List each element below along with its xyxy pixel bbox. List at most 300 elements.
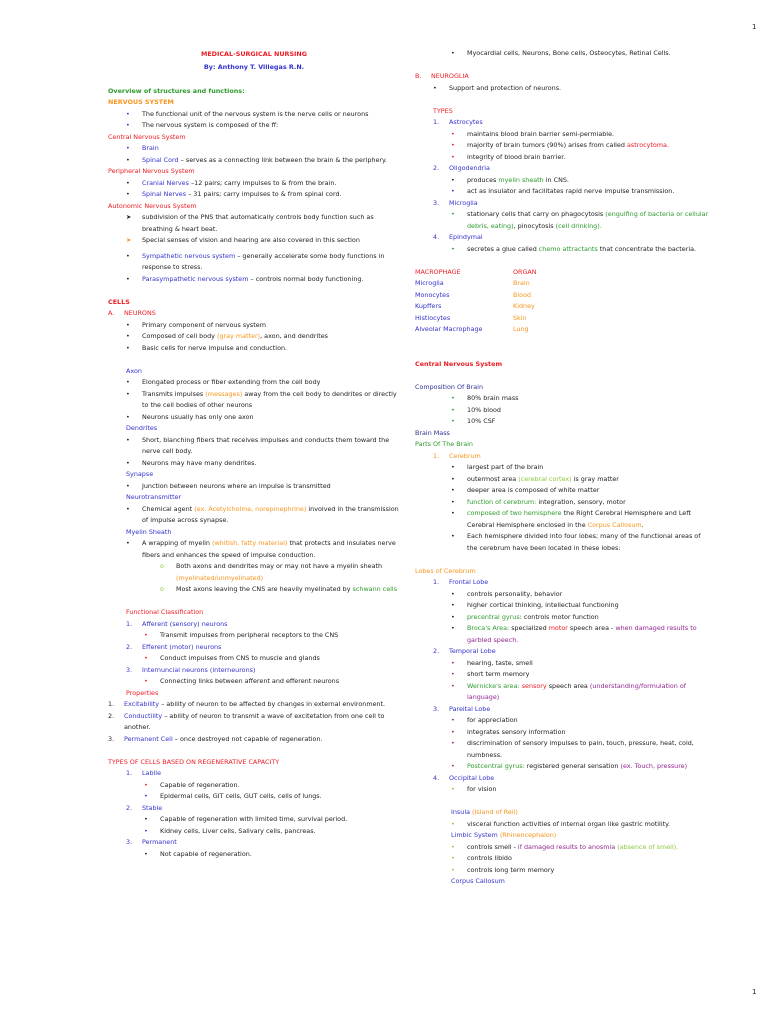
list-item bbox=[108, 768, 400, 780]
text-segment: Conduct impulses from CNS to muscle and glands bbox=[160, 654, 320, 662]
text-segment: Functional Classification bbox=[126, 608, 204, 616]
text-segment: chemo attractants bbox=[538, 244, 598, 253]
list-item bbox=[415, 117, 711, 129]
subheading bbox=[108, 132, 400, 144]
list-item bbox=[108, 343, 400, 355]
blank-line bbox=[415, 347, 711, 359]
list-number: 2. bbox=[126, 803, 133, 812]
text-segment: stationary cells that carry on phagocytosis bbox=[467, 210, 606, 218]
list-item bbox=[108, 814, 400, 826]
list-item bbox=[415, 658, 711, 670]
bullet-icon: • bbox=[451, 152, 455, 161]
bullet-icon: • bbox=[144, 849, 148, 858]
text-segment: Composition Of Brain bbox=[415, 382, 484, 391]
text-segment: if damaged results to anosmia bbox=[517, 842, 616, 851]
bullet-icon: • bbox=[126, 539, 130, 547]
subheading bbox=[415, 439, 711, 451]
bullet-icon: • bbox=[126, 378, 130, 386]
text-segment: Myelin Sheath bbox=[126, 527, 172, 536]
list-item bbox=[108, 803, 400, 815]
blank-line bbox=[415, 554, 711, 566]
subheading bbox=[108, 492, 400, 504]
list-item bbox=[415, 681, 711, 704]
circle-bullet-icon: o bbox=[160, 562, 164, 570]
text-segment: Peripheral Nervous System bbox=[108, 167, 195, 175]
text-segment: –12 pairs; carry impulses to & from the brain. bbox=[188, 178, 337, 187]
text-segment: Chemical agent bbox=[142, 504, 195, 513]
arrow-bullet-icon: ➤ bbox=[126, 236, 132, 244]
left-column bbox=[108, 48, 400, 860]
bullet-icon: • bbox=[451, 716, 455, 724]
table-header-row bbox=[415, 267, 611, 279]
subheading bbox=[108, 201, 400, 213]
list-number: 1. bbox=[126, 769, 133, 777]
bullet-icon: • bbox=[126, 274, 130, 283]
list-item bbox=[108, 837, 400, 849]
text-segment: majority of brain tumors (90%) arises from called bbox=[467, 141, 627, 149]
list-item bbox=[415, 669, 711, 681]
bullet-icon: • bbox=[126, 435, 130, 444]
page-number-bottom: 1 bbox=[752, 988, 757, 996]
text-segment: Neurons may have many dendrites. bbox=[142, 458, 257, 467]
list-item bbox=[415, 577, 711, 589]
macrophage-cell: Monocytes bbox=[415, 290, 450, 299]
text-segment: Support and protection of neurons. bbox=[449, 83, 562, 92]
list-number: 1. bbox=[108, 700, 115, 708]
list-item bbox=[108, 711, 400, 734]
list-item bbox=[415, 497, 711, 509]
text-segment: registered general sensation bbox=[524, 762, 621, 770]
list-item bbox=[108, 481, 400, 493]
text-segment: astrocytoma. bbox=[626, 141, 669, 149]
list-item bbox=[415, 646, 711, 658]
list-item bbox=[415, 738, 711, 761]
text-segment: Occipital Lobe bbox=[449, 773, 495, 782]
text-segment: Primary component of nervous system bbox=[142, 320, 266, 329]
text-segment: , axon, and dendrites bbox=[260, 332, 329, 340]
blank-line bbox=[108, 74, 400, 86]
subheading bbox=[415, 106, 711, 118]
text-segment: (messages) bbox=[205, 389, 243, 398]
text-segment: Oligodendria bbox=[449, 164, 490, 172]
list-item bbox=[108, 665, 400, 677]
list-number: 2. bbox=[108, 711, 115, 720]
table-row bbox=[415, 324, 611, 336]
text-segment: function of cerebrum: bbox=[467, 497, 537, 506]
text-segment: speech area bbox=[546, 681, 590, 690]
text-segment: away from the cell body to dendrites or directly to the cell bodies of other neurons bbox=[142, 389, 397, 409]
list-number: 4. bbox=[433, 773, 440, 782]
text-segment: Epindymal bbox=[449, 233, 483, 241]
document-title bbox=[108, 61, 400, 74]
text-segment: Spinal Cord bbox=[142, 155, 179, 164]
text-segment: – once destroyed not capable of regeneration. bbox=[172, 734, 323, 743]
text-segment: Frontal Lobe bbox=[449, 578, 489, 586]
text-segment: By: Anthony T. Villegas R.N. bbox=[203, 63, 305, 71]
bullet-icon: • bbox=[144, 677, 148, 685]
organ-cell: Skin bbox=[513, 313, 527, 322]
text-segment: sensory bbox=[521, 681, 547, 690]
text-segment: composed of two hemisphere bbox=[467, 509, 562, 517]
document-title bbox=[108, 48, 400, 61]
text-segment: , pinocytosis bbox=[513, 221, 556, 230]
text-segment: outermost area bbox=[467, 474, 519, 483]
text-segment: (ex. Touch, pressure) bbox=[620, 762, 688, 770]
text-segment: largest part of the brain bbox=[467, 463, 544, 471]
text-segment: Cranial Nerves bbox=[142, 178, 189, 187]
list-item bbox=[108, 178, 400, 190]
text-segment: integration, sensory, motor bbox=[536, 497, 626, 506]
text-segment: NEURONS bbox=[124, 309, 156, 317]
subheading bbox=[415, 382, 711, 394]
bullet-icon: • bbox=[451, 497, 455, 506]
text-segment: Corpus Callosum bbox=[451, 877, 505, 885]
text-segment: Transmit impulses from peripheral receptors to the CNS bbox=[160, 631, 339, 639]
bullet-icon: • bbox=[451, 670, 455, 678]
text-segment: – ability of neuron to be affected by changes in external environment. bbox=[159, 700, 386, 708]
blank-line bbox=[415, 255, 711, 267]
text-segment: act as insulator and facilitates rapid nerve impulse transmission. bbox=[467, 187, 675, 195]
text-segment: (myelinated/unmyelinated) bbox=[176, 573, 264, 582]
text-segment: controls personality, behavior bbox=[467, 589, 563, 598]
bullet-icon: • bbox=[126, 144, 130, 152]
text-segment: higher cortical thinking, intellectual functioning bbox=[467, 601, 619, 609]
text-segment: Conductility bbox=[124, 711, 163, 720]
text-segment: Short, blanching fibers that receives impulses and conducts them toward the nerve cell body. bbox=[142, 435, 390, 455]
text-segment: – serves as a connecting link between the brain & the periphery. bbox=[178, 155, 387, 164]
text-segment: Sympathetic nervous system bbox=[142, 251, 236, 260]
bullet-icon: • bbox=[126, 109, 130, 118]
text-segment: (ex. Acetylcholine, norepinephrine) bbox=[194, 504, 307, 513]
text-segment: Basic cells for nerve impulse and conduction. bbox=[142, 343, 288, 352]
list-item bbox=[415, 865, 711, 877]
bullet-icon: • bbox=[451, 175, 455, 184]
list-number: A. bbox=[108, 309, 115, 317]
subheading bbox=[108, 607, 400, 619]
text-segment: deeper area is composed of white matter bbox=[467, 486, 600, 494]
organ-cell: Lung bbox=[513, 325, 529, 333]
arrow-bullet-icon: ➤ bbox=[126, 213, 132, 221]
bullet-icon: • bbox=[451, 785, 455, 793]
table-row bbox=[415, 290, 611, 302]
list-item bbox=[415, 853, 711, 865]
list-number: 3. bbox=[126, 838, 133, 846]
text-segment: precentral gyrus bbox=[467, 612, 520, 621]
section-heading bbox=[108, 86, 400, 98]
list-item bbox=[108, 538, 400, 561]
list-number: 3. bbox=[108, 734, 115, 743]
text-segment: that protects and insulates nerve fibers and enhances the speed of impulse conduction. bbox=[142, 539, 396, 559]
list-number: 3. bbox=[433, 198, 440, 207]
text-segment: Parasympathetic nervous system bbox=[142, 274, 249, 283]
list-item bbox=[108, 274, 400, 286]
bullet-icon: • bbox=[451, 509, 455, 517]
list-number: 2. bbox=[126, 642, 133, 651]
text-segment: Astrocytes bbox=[449, 118, 483, 126]
bullet-icon: • bbox=[126, 155, 130, 164]
text-segment: Capable of regeneration. bbox=[160, 780, 240, 789]
bullet-icon: • bbox=[433, 83, 437, 92]
bullet-icon: • bbox=[126, 412, 130, 421]
list-item bbox=[415, 451, 711, 463]
list-item bbox=[415, 784, 711, 796]
text-segment: 10% blood bbox=[467, 405, 501, 414]
text-segment: Epidermal cells, GIT cells, GUT cells, cells of lungs. bbox=[160, 792, 322, 800]
text-segment: – ability of neuron to transmit a wave of excitetation from one cell to another. bbox=[124, 711, 385, 731]
text-segment: schwann cells bbox=[352, 585, 398, 593]
text-segment: MEDICAL-SURGICAL NURSING bbox=[200, 50, 308, 58]
text-segment: Dendrites bbox=[126, 424, 158, 432]
list-number: 1. bbox=[433, 118, 440, 126]
text-segment: Permanent bbox=[142, 838, 177, 846]
text-segment: The functional unit of the nervous system is the nerve cells or neurons bbox=[142, 109, 369, 118]
text-segment: Autonomic Nervous System bbox=[108, 201, 197, 210]
blank-line bbox=[415, 370, 711, 382]
section-heading bbox=[108, 97, 400, 109]
text-segment: myelin sheath bbox=[498, 175, 544, 184]
text-segment: Properties bbox=[126, 688, 159, 697]
list-item bbox=[108, 458, 400, 470]
text-segment: involved in the transmission of impulse across synapse. bbox=[142, 504, 399, 524]
text-segment: Microglia bbox=[449, 198, 478, 207]
list-item bbox=[415, 71, 711, 83]
text-segment: Axon bbox=[126, 366, 142, 375]
list-number: B. bbox=[415, 72, 422, 80]
text-segment: controls long term memory bbox=[467, 865, 555, 874]
list-item bbox=[415, 129, 711, 141]
text-segment: NERVOUS SYSTEM bbox=[108, 98, 174, 106]
text-segment: Neurotransmitter bbox=[126, 493, 182, 501]
text-segment: Postcentral gyrus: bbox=[467, 762, 525, 770]
bullet-icon: • bbox=[451, 210, 455, 218]
text-segment: 10% CSF bbox=[467, 417, 496, 425]
list-item bbox=[108, 561, 400, 584]
bullet-icon: • bbox=[451, 854, 455, 862]
bullet-icon: • bbox=[126, 343, 130, 352]
bullet-icon: • bbox=[451, 865, 455, 874]
text-segment: Permanent Cell bbox=[124, 734, 173, 743]
blank-line bbox=[108, 745, 400, 757]
list-item bbox=[415, 623, 711, 646]
list-item bbox=[415, 727, 711, 739]
blank-line bbox=[108, 596, 400, 608]
text-segment: short term memory bbox=[467, 670, 530, 678]
list-item bbox=[108, 308, 400, 320]
text-segment: that concentrate the bacteria. bbox=[597, 244, 697, 253]
text-segment: Cerebrum bbox=[449, 451, 481, 460]
list-item bbox=[415, 405, 711, 417]
text-segment: (gray matter) bbox=[216, 332, 261, 340]
list-item bbox=[108, 791, 400, 803]
text-segment: Synapse bbox=[126, 470, 154, 478]
list-item bbox=[108, 642, 400, 654]
list-item bbox=[108, 849, 400, 861]
text-segment: – 31 pairs; carry impulses to & from spinal cord. bbox=[186, 190, 342, 198]
subheading bbox=[108, 469, 400, 481]
text-segment: CELLS bbox=[108, 297, 130, 306]
list-item bbox=[108, 584, 400, 596]
macrophage-cell: Kupffers bbox=[415, 302, 442, 310]
text-segment: is gray matter bbox=[571, 474, 619, 483]
text-segment: Limbic System bbox=[451, 831, 500, 839]
text-segment: Myocardial cells, Neurons, Bone cells, Osteocytes, Retinal Cells. bbox=[467, 49, 671, 57]
list-number: 3. bbox=[126, 665, 133, 674]
text-segment: the Right Cerebral Hemisphere and Left Cerebral Hemisphere enclosed in the bbox=[467, 509, 691, 529]
list-number: 2. bbox=[433, 164, 440, 172]
text-segment: Pareital Lobe bbox=[449, 704, 491, 713]
bullet-icon: • bbox=[126, 389, 130, 398]
bullet-icon: • bbox=[451, 474, 455, 483]
text-segment: Composed of cell body bbox=[142, 332, 217, 340]
text-segment: integrity of blood brain barrier. bbox=[467, 152, 566, 161]
text-segment: Brain bbox=[142, 144, 159, 152]
blank-line bbox=[108, 285, 400, 297]
text-segment: Each hemisphere divided into four lobes; many of the functional areas of the cerebrum have been located in these lobes: bbox=[467, 532, 701, 552]
list-item bbox=[108, 235, 400, 247]
macrophage-table bbox=[415, 267, 611, 336]
text-segment: Corpus Callosum bbox=[587, 520, 642, 529]
subheading bbox=[415, 876, 711, 888]
list-item bbox=[415, 48, 711, 60]
text-segment: (Island of Reil) bbox=[472, 808, 518, 816]
text-segment: Both axons and dendrites may or may not have a myelin sheath bbox=[176, 562, 383, 570]
list-item bbox=[415, 462, 711, 474]
text-segment: Elongated process or fiber extending from the cell body bbox=[142, 378, 321, 386]
bullet-icon: • bbox=[451, 624, 455, 632]
column-header: ORGAN bbox=[513, 267, 537, 276]
text-segment: – controls normal body functioning. bbox=[248, 274, 364, 283]
text-segment: discrimination of sensory impulses to pain, touch, pressure, heat, cold, numbness. bbox=[467, 739, 694, 759]
text-segment: (understanding/formulation of language) bbox=[467, 681, 687, 701]
bullet-icon: • bbox=[451, 141, 455, 149]
text-segment: (cerebral cortex) bbox=[518, 474, 572, 483]
bullet-icon: • bbox=[451, 681, 455, 690]
bullet-icon: • bbox=[451, 727, 455, 736]
text-segment: produces bbox=[467, 175, 499, 184]
list-item bbox=[108, 155, 400, 167]
bullet-icon: • bbox=[144, 631, 148, 639]
text-segment: integrates sensory information bbox=[467, 727, 566, 736]
list-number: 1. bbox=[433, 578, 440, 586]
section-heading bbox=[415, 359, 711, 371]
text-segment: . bbox=[641, 520, 644, 529]
text-segment: A wrapping of myelin bbox=[142, 539, 212, 547]
list-item bbox=[415, 531, 711, 554]
macrophage-cell: Alveolar Macrophage bbox=[415, 325, 483, 333]
list-item bbox=[415, 198, 711, 210]
text-segment: controls smell - bbox=[467, 842, 518, 851]
text-segment: motor bbox=[548, 624, 568, 632]
organ-cell: Brain bbox=[513, 279, 530, 287]
bullet-icon: • bbox=[126, 458, 130, 467]
column-header: MACROPHAGE bbox=[415, 267, 461, 276]
text-segment: Capable of regeneration with limited time, survival period. bbox=[160, 815, 348, 823]
text-segment: Connecting links between afferent and efferent neurons bbox=[160, 677, 340, 685]
bullet-icon: • bbox=[144, 815, 148, 823]
text-segment: : specialized bbox=[507, 624, 549, 632]
text-segment: Not capable of regeneration. bbox=[160, 849, 252, 858]
text-segment: TYPES bbox=[433, 106, 453, 115]
text-segment: Stable bbox=[142, 803, 163, 812]
text-segment: when damaged results to garbled speech. bbox=[467, 624, 697, 644]
subheading bbox=[108, 166, 400, 178]
list-item bbox=[108, 251, 400, 274]
list-item bbox=[108, 780, 400, 792]
bullet-icon: • bbox=[451, 532, 455, 540]
text-segment: (Rhinencephalon) bbox=[499, 831, 557, 839]
list-number: 4. bbox=[433, 233, 440, 241]
subheading bbox=[108, 757, 400, 769]
text-segment: NEUROGLIA bbox=[431, 72, 469, 80]
list-item bbox=[415, 761, 711, 773]
blank-line bbox=[415, 94, 711, 106]
list-item bbox=[108, 389, 400, 412]
text-segment: Temporal Lobe bbox=[449, 647, 496, 655]
bullet-icon: • bbox=[451, 187, 455, 195]
text-segment: Central Nervous System bbox=[415, 359, 503, 368]
list-item bbox=[415, 704, 711, 716]
text-segment: visceral function activities of internal organ like gastric motility. bbox=[467, 819, 671, 828]
text-segment: (whitish, fatty material) bbox=[211, 539, 288, 547]
bullet-icon: • bbox=[451, 417, 455, 425]
bullet-icon: • bbox=[451, 486, 455, 494]
list-item bbox=[108, 143, 400, 155]
text-segment: hearing, taste, smell bbox=[467, 658, 533, 667]
list-item bbox=[108, 120, 400, 132]
text-segment: (absence of smell). bbox=[617, 842, 679, 851]
bullet-icon: • bbox=[451, 589, 455, 598]
text-segment: The nervous system is composed of the ff: bbox=[142, 121, 279, 129]
subheading bbox=[415, 566, 711, 578]
bullet-icon: • bbox=[451, 819, 455, 828]
list-item bbox=[415, 773, 711, 785]
text-segment: Excitability bbox=[124, 700, 160, 708]
text-segment: Brain Mass bbox=[415, 428, 450, 437]
list-item bbox=[108, 412, 400, 424]
blank-line bbox=[415, 60, 711, 72]
list-item bbox=[108, 189, 400, 201]
list-item bbox=[415, 244, 711, 256]
list-item bbox=[415, 209, 711, 232]
text-segment: Junction between neurons where an impulse is transmitted bbox=[142, 481, 331, 490]
list-item bbox=[108, 320, 400, 332]
list-item bbox=[415, 186, 711, 198]
macrophage-cell: Histiocytes bbox=[415, 313, 451, 322]
list-item bbox=[415, 715, 711, 727]
bullet-icon: • bbox=[451, 394, 455, 402]
list-item bbox=[415, 163, 711, 175]
text-segment: – generally accelerate some body functions in response to stress. bbox=[142, 251, 385, 271]
section-heading bbox=[108, 297, 400, 309]
list-item bbox=[415, 819, 711, 831]
list-item bbox=[415, 600, 711, 612]
bullet-icon: • bbox=[451, 762, 455, 770]
list-number: 3. bbox=[433, 704, 440, 713]
text-segment: controls libido bbox=[467, 854, 512, 862]
list-number: 1. bbox=[126, 619, 133, 628]
list-item bbox=[415, 612, 711, 624]
bullet-icon: • bbox=[126, 481, 130, 490]
organ-cell: Kidney bbox=[513, 302, 535, 310]
list-item bbox=[415, 393, 711, 405]
text-segment: Efferent (motor) neurons bbox=[142, 642, 222, 651]
bullet-icon: • bbox=[451, 463, 455, 471]
list-number: 2. bbox=[433, 647, 440, 655]
list-item bbox=[108, 212, 400, 235]
bullet-icon: • bbox=[451, 601, 455, 609]
bullet-icon: • bbox=[451, 612, 455, 621]
list-item bbox=[108, 504, 400, 527]
